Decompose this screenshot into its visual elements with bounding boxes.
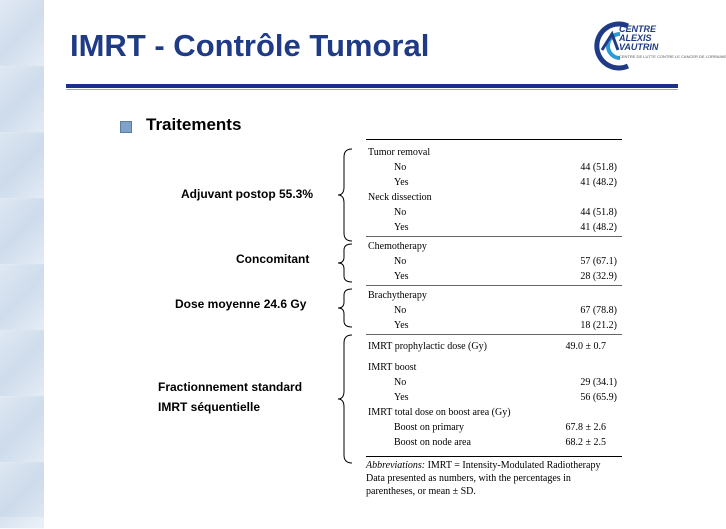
- row-label: No: [394, 207, 407, 218]
- row-label: Yes: [394, 320, 409, 331]
- row-label: IMRT boost: [368, 362, 417, 373]
- treatment-table: [366, 139, 622, 498]
- title-rule-thin: [66, 89, 678, 90]
- sidebar-tile: [0, 462, 44, 529]
- row-label: No: [394, 256, 407, 267]
- row-value: 29 (34.1): [580, 377, 617, 388]
- table-row: [366, 420, 622, 435]
- row-label: No: [394, 305, 407, 316]
- footnote-line2: Data presented as numbers, with the percentages in: [366, 473, 571, 484]
- table-row: [366, 288, 622, 303]
- table-row: [366, 390, 622, 405]
- row-value: 44 (51.8): [580, 207, 617, 218]
- table-row: [366, 190, 622, 205]
- table-divider: [366, 236, 622, 237]
- row-value: 67 (78.8): [580, 305, 617, 316]
- table-row: [366, 175, 622, 190]
- footnote-line1: [366, 459, 622, 472]
- table-row: [366, 160, 622, 175]
- table-top-rule: [366, 139, 622, 140]
- row-value: 44 (51.8): [580, 162, 617, 173]
- row-label: IMRT prophylactic dose (Gy): [368, 341, 487, 352]
- table-divider: [366, 285, 622, 286]
- title-rule: [66, 84, 678, 88]
- brace-dose: [336, 287, 354, 329]
- row-label: Neck dissection: [368, 192, 432, 203]
- row-label: Yes: [394, 392, 409, 403]
- row-value: 56 (65.9): [580, 392, 617, 403]
- row-label: IMRT total dose on boost area (Gy): [368, 407, 511, 418]
- row-value: 41 (48.2): [580, 222, 617, 233]
- logo-text: [619, 25, 658, 52]
- annotation-fractionnement: Fractionnement standard: [158, 380, 303, 394]
- table-row: [366, 360, 622, 375]
- footnote-abbr-label: Abbreviations:: [366, 460, 426, 471]
- row-value: 41 (48.2): [580, 177, 617, 188]
- table-row: [366, 339, 622, 354]
- row-label: Boost on primary: [394, 422, 464, 433]
- row-label: Yes: [394, 271, 409, 282]
- annotation-dose: Dose moyenne 24.6 Gy: [175, 297, 307, 311]
- row-value: 28 (32.9): [580, 271, 617, 282]
- sidebar-tile: [0, 264, 44, 331]
- row-label: Brachytherapy: [368, 290, 427, 301]
- table-row: [366, 318, 622, 333]
- annotation-adjuvant: Adjuvant postop 55.3%: [181, 187, 314, 201]
- table-row: [366, 303, 622, 318]
- logo-subtext: CENTRE DE LUTTE CONTRE LE CANCER DE LORRAINE: [619, 54, 726, 59]
- footnote-line3: parentheses, or mean ± SD.: [366, 486, 476, 497]
- decorative-sidebar: [0, 0, 44, 517]
- table-footnote: [366, 456, 622, 498]
- row-value: 18 (21.2): [580, 320, 617, 331]
- brace-adjuvant: [336, 147, 354, 243]
- brace-fractionnement: [336, 333, 354, 465]
- table-row: [366, 254, 622, 269]
- table-row: [366, 220, 622, 235]
- row-label: Yes: [394, 222, 409, 233]
- logo-line2: ALEXIS: [619, 33, 652, 43]
- bullet-square-icon: [120, 121, 132, 133]
- row-value: 49.0 ± 0.7: [565, 341, 606, 352]
- table-row: [366, 269, 622, 284]
- logo-line3: VAUTRIN: [619, 42, 659, 52]
- table-row: [366, 435, 622, 450]
- table-row: [366, 239, 622, 254]
- row-label: No: [394, 162, 407, 173]
- sidebar-tile: [0, 66, 44, 133]
- row-label: Tumor removal: [368, 147, 431, 158]
- row-label: Boost on node area: [394, 437, 471, 448]
- brace-concomitant: [336, 242, 354, 284]
- sidebar-tile: [0, 396, 44, 463]
- footnote-abbr-text: IMRT = Intensity-Modulated Radiotherapy: [425, 460, 601, 471]
- slide-title: IMRT - Contrôle Tumoral: [70, 28, 430, 63]
- sidebar-tile: [0, 0, 44, 67]
- sidebar-tile: [0, 132, 44, 199]
- row-value: 68.2 ± 2.5: [565, 437, 606, 448]
- sidebar-tile: [0, 198, 44, 265]
- table-row: [366, 405, 622, 420]
- table-row: [366, 205, 622, 220]
- annotation-imrt-sequentielle: IMRT séquentielle: [158, 400, 261, 414]
- logo-line1: CENTRE: [619, 24, 657, 34]
- bullet-label: Traitements: [146, 115, 242, 134]
- row-value: 57 (67.1): [580, 256, 617, 267]
- row-value: 67.8 ± 2.6: [565, 422, 606, 433]
- table-row: [366, 375, 622, 390]
- table-divider: [366, 334, 622, 335]
- annotation-concomitant: Concomitant: [236, 252, 310, 266]
- sidebar-tile: [0, 330, 44, 397]
- row-label: Chemotherapy: [368, 241, 427, 252]
- row-label: No: [394, 377, 407, 388]
- row-label: Yes: [394, 177, 409, 188]
- table-row: [366, 145, 622, 160]
